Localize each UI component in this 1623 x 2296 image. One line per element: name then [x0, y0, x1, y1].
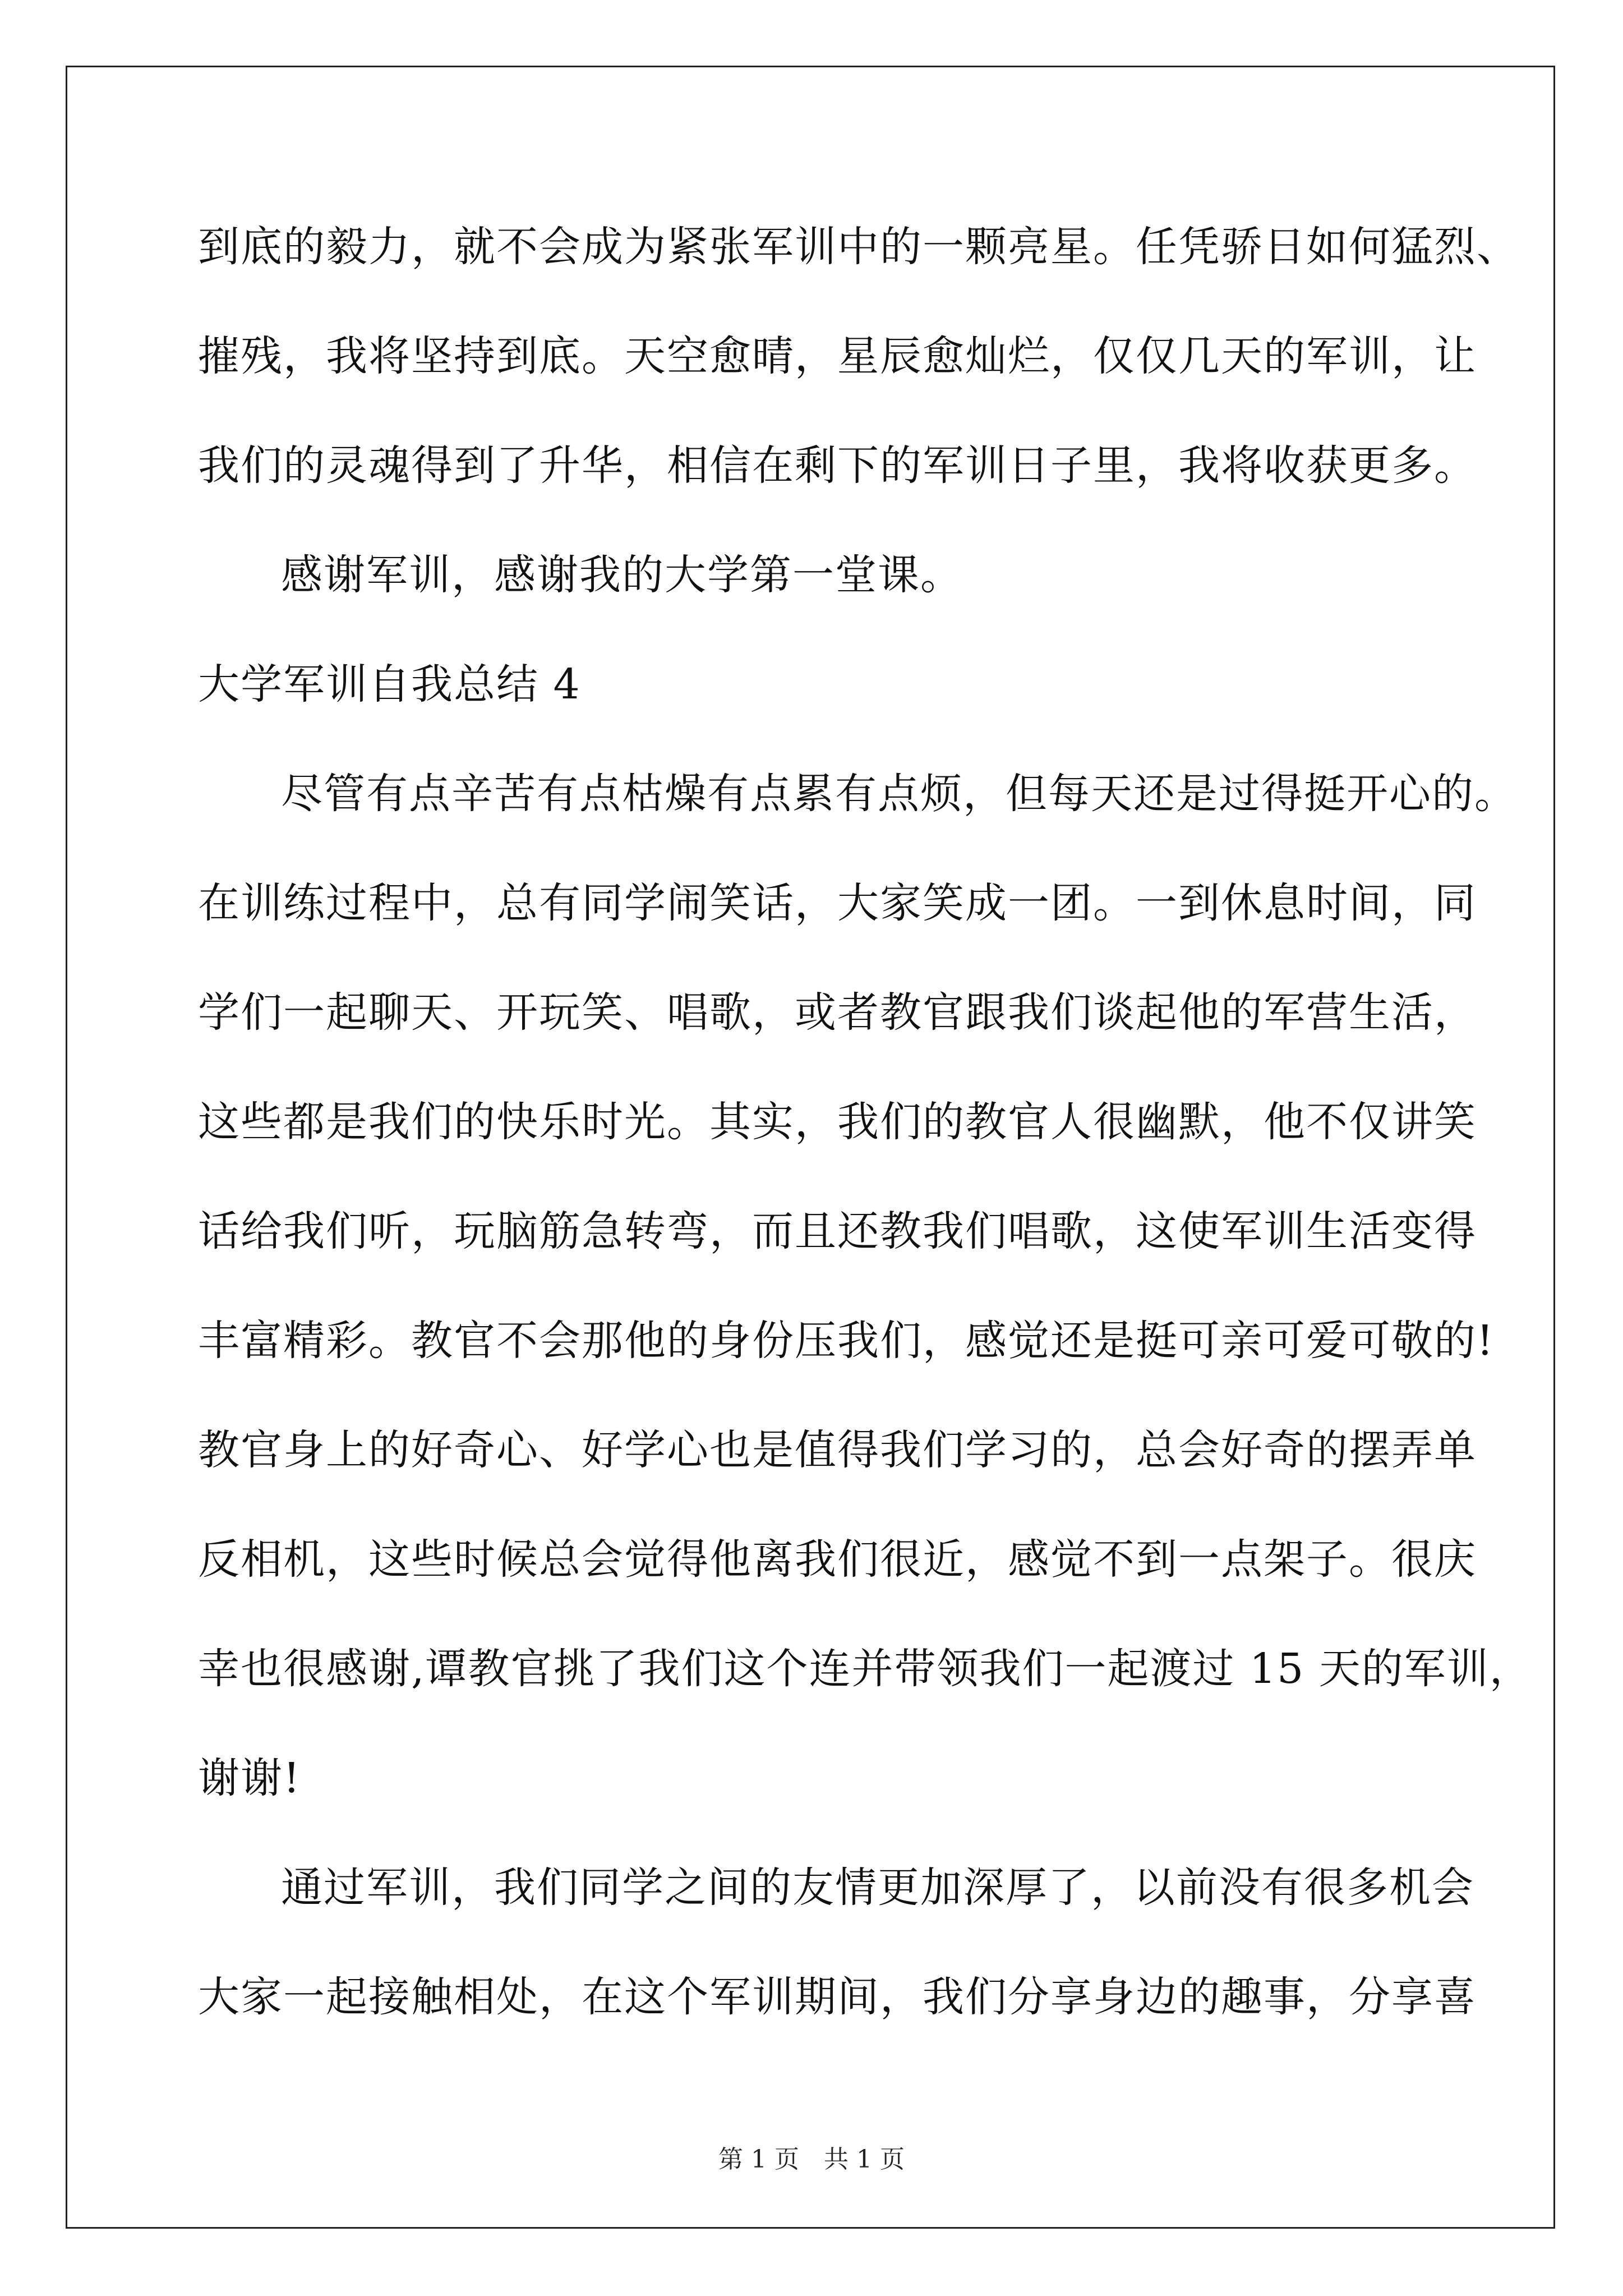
text-line: 谢谢!	[198, 1754, 301, 1802]
text-line: 在训练过程中，总有同学闹笑话，大家笑成一团。一到休息时间，同	[198, 879, 1477, 927]
text-line: 尽管有点辛苦有点枯燥有点累有点烦，但每天还是过得挺开心的。	[281, 770, 1517, 818]
text-line: 学们一起聊天、开玩笑、唱歌，或者教官跟我们谈起他的军营生活，	[198, 988, 1477, 1037]
text-line: 到底的毅力，就不会成为紧张军训中的一颗亮星。任凭骄日如何猛烈、	[198, 223, 1519, 271]
text-line: 幸也很感谢,谭教官挑了我们这个连并带领我们一起渡过 15 天的军训，	[198, 1645, 1532, 1693]
page-footer: 第 1 页 共 1 页	[718, 2145, 905, 2174]
text-line: 感谢军训，感谢我的大学第一堂课。	[281, 551, 963, 599]
text-line: 教官身上的好奇心、好学心也是值得我们学习的，总会好奇的摆弄单	[198, 1426, 1477, 1474]
text-line: 丰富精彩。教官不会那他的身份压我们，感觉还是挺可亲可爱可敬的!	[198, 1317, 1495, 1365]
text-line: 这些都是我们的快乐时光。其实，我们的教官人很幽默，他不仅讲笑	[198, 1098, 1477, 1146]
text-line: 我们的灵魂得到了升华，相信在剩下的军训日子里，我将收获更多。	[198, 441, 1477, 490]
section-heading: 大学军训自我总结 4	[198, 660, 581, 708]
text-line: 摧残，我将坚持到底。天空愈晴，星辰愈灿烂，仅仅几天的军训，让	[198, 332, 1477, 380]
text-line: 大家一起接触相处，在这个军训期间，我们分享身边的趣事，分享喜	[198, 1973, 1477, 2021]
text-line: 话给我们听，玩脑筋急转弯，而且还教我们唱歌，这使军训生活变得	[198, 1207, 1477, 1255]
text-line: 通过军训，我们同学之间的友情更加深厚了，以前没有很多机会	[281, 1864, 1474, 1912]
text-line: 反相机，这些时候总会觉得他离我们很近，感觉不到一点架子。很庆	[198, 1535, 1477, 1584]
